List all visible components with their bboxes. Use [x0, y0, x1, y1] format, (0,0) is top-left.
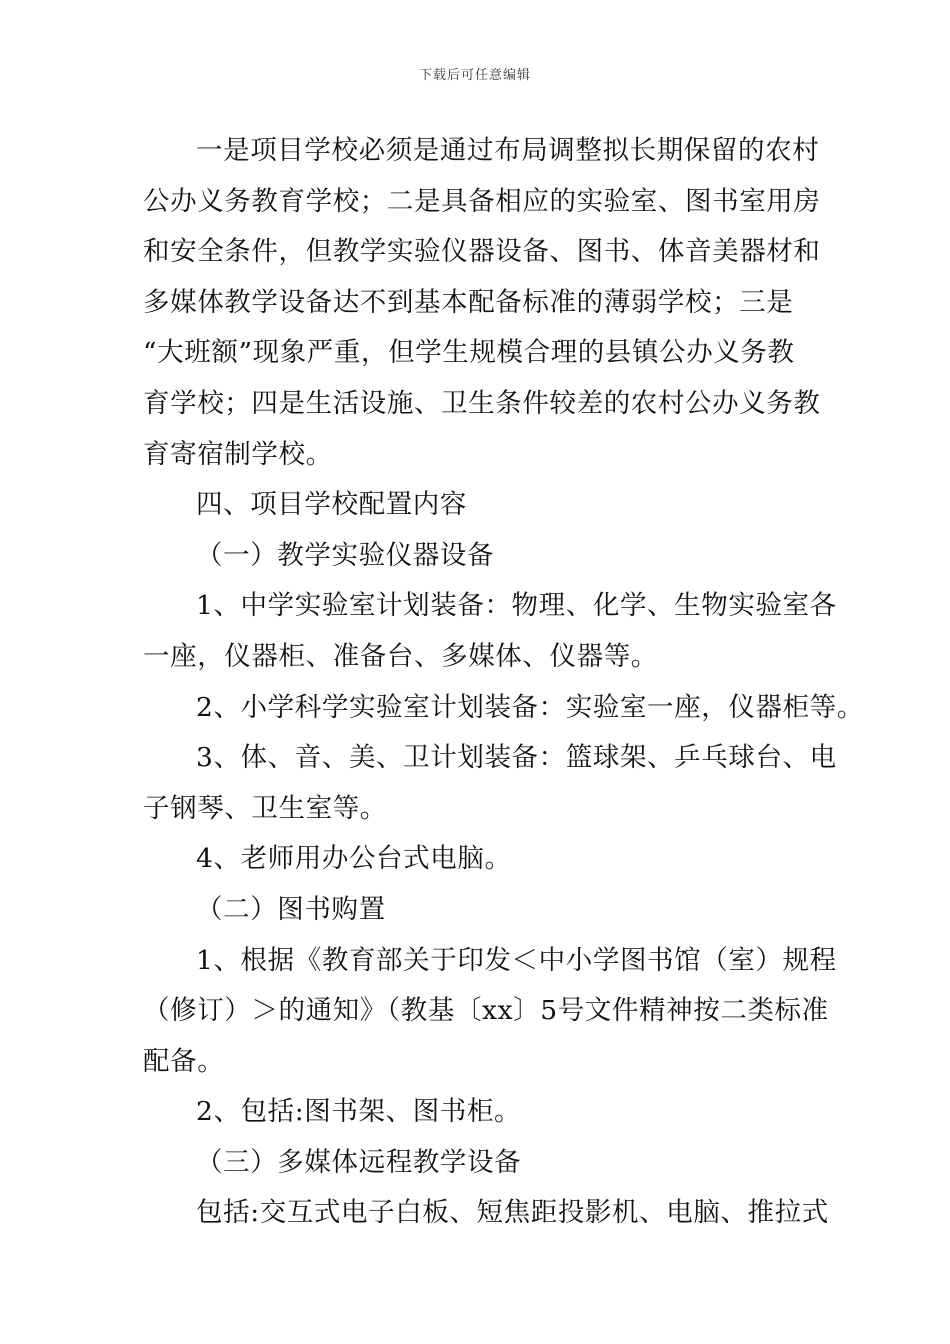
subsection-heading: （一）教学实验仪器设备: [196, 539, 495, 571]
paragraph-line: 育学校；四是生活设施、卫生条件较差的农村公办义务教: [143, 387, 821, 419]
list-item: 2、小学科学实验室计划装备：实验室一座，仪器柜等。: [196, 691, 864, 723]
paragraph-line: 育寄宿制学校。: [143, 438, 333, 470]
list-item: 2、包括:图书架、图书柜。: [196, 1096, 522, 1128]
paragraph-line: 配备。: [143, 1045, 225, 1077]
paragraph-line: 公办义务教育学校；二是具备相应的实验室、图书室用房: [143, 185, 821, 217]
paragraph-line: 一座，仪器柜、准备台、多媒体、仪器等。: [143, 640, 658, 672]
page-header: 下载后可任意编辑: [418, 68, 531, 83]
list-item: 1、根据《教育部关于印发＜中小学图书馆（室）规程: [196, 944, 837, 976]
subsection-heading: （二）图书购置: [196, 893, 386, 925]
paragraph-line: 和安全条件，但教学实验仪器设备、图书、体音美器材和: [143, 236, 821, 268]
subsection-heading: （三）多媒体远程教学设备: [196, 1146, 522, 1178]
list-item: 3、体、音、美、卫计划装备：篮球架、乒乓球台、电: [196, 742, 837, 774]
paragraph-line: 包括:交互式电子白板、短焦距投影机、电脑、推拉式: [196, 1197, 829, 1229]
paragraph-line: 多媒体教学设备达不到基本配备标准的薄弱学校；三是: [143, 286, 794, 318]
paragraph-line: “大班额”现象严重，但学生规模合理的县镇公办义务教: [143, 337, 795, 369]
paragraph-line: （修订）＞的通知》（教基〔xx〕5号文件精神按二类标准: [143, 995, 829, 1027]
list-item: 1、中学实验室计划装备：物理、化学、生物实验室各: [196, 590, 837, 622]
paragraph-line: 子钢琴、卫生室等。: [143, 792, 387, 824]
section-heading: 四、项目学校配置内容: [196, 489, 467, 521]
list-item: 4、老师用办公台式电脑。: [196, 843, 512, 875]
document-body: [143, 126, 864, 1239]
paragraph-line: 一是项目学校必须是通过布局调整拟长期保留的农村: [196, 135, 820, 166]
